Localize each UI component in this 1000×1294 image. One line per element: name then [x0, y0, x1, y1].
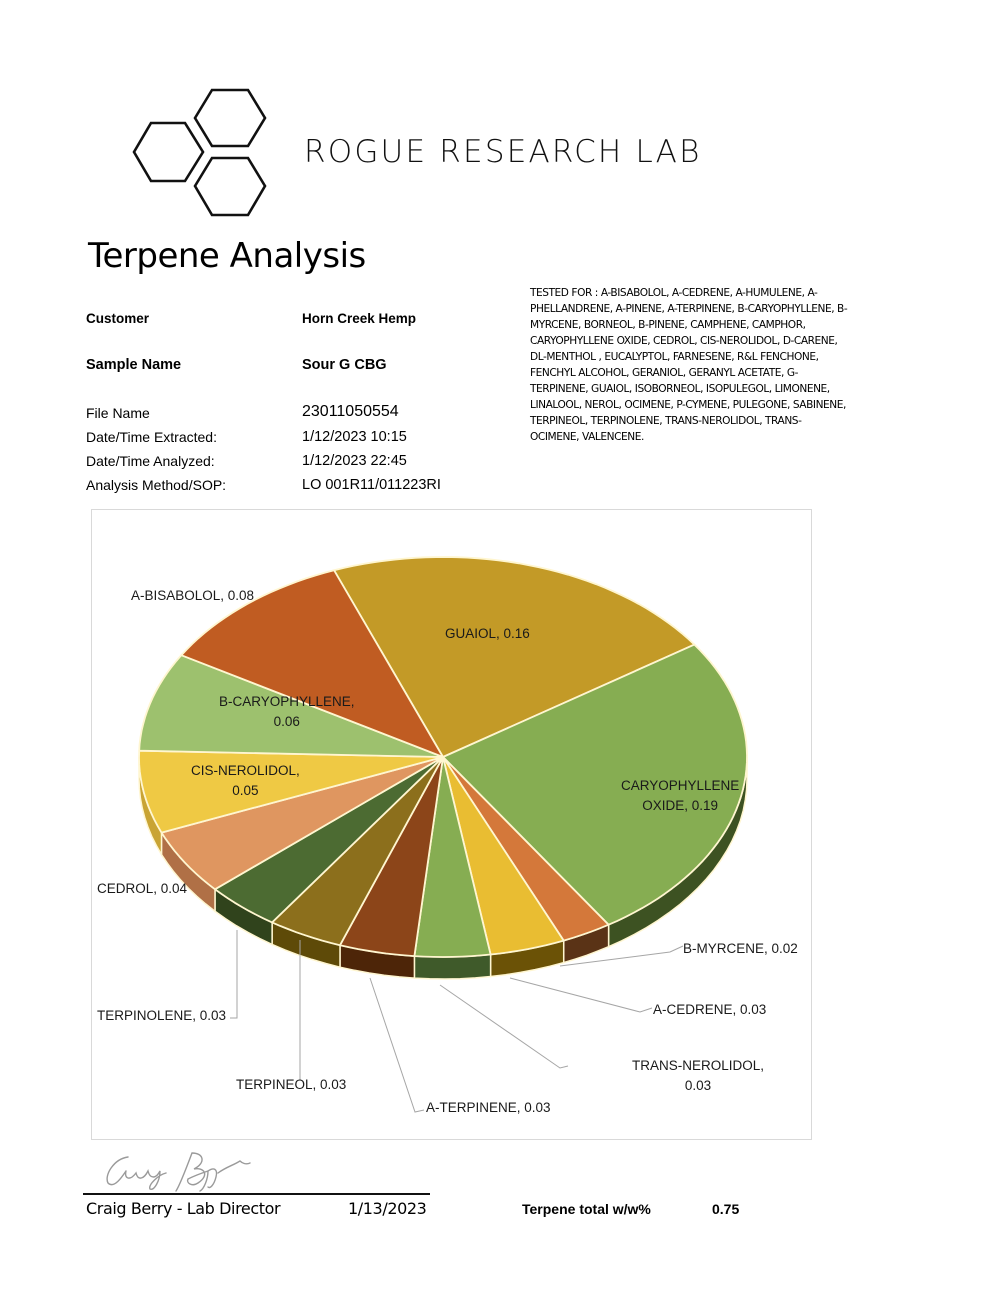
- customer-value: Horn Creek Hemp: [302, 311, 417, 326]
- page-title: Terpene Analysis: [88, 236, 366, 276]
- analyzed-value: 1/12/2023 22:45: [302, 453, 407, 469]
- method-value: LO 001R11/011223RI: [302, 477, 441, 493]
- data-label: B-CARYOPHYLLENE, 0.06: [219, 694, 355, 729]
- data-label: GUAIOL, 0.16: [445, 626, 530, 641]
- leader-line: [230, 930, 237, 1018]
- data-label: CIS-NEROLIDOL, 0.05: [191, 763, 300, 798]
- data-label: A-CEDRENE, 0.03: [653, 1002, 767, 1017]
- tested-for-list: TESTED FOR : A-BISABOLOL, A-CEDRENE, A-HUMULENE, A-PHELLANDRENE, A-PINENE, A-TERPINENE, B-CARYOPHYLLENE, B-MYRCENE, BORNEOL, B-PINENE, CAMPHENE, CAMPHOR, CARYOPHYLLENE OXIDE, CEDROL, CIS-NEROLIDOL, D-CARENE, DL-MENTHOL , EUCALYPTOL, FARNESENE, R&L FENCHONE, FENCHYL ALCOHOL, GERANIOL, GERANYL ACETATE, G-TERPINENE, GUAIOL, ISOBORNEOL, ISOPULEGOL, LIMONENE, LINALOOL, NEROL, OCIMENE, P-CYMENE, PULEGONE, SABINENE, TERPINEOL, TERPINOLENE, TRANS-NEROLIDOL, TRANS-OCIMENE, VALENCENE.: [530, 287, 848, 443]
- terpene-total-label: Terpene total w/w%: [522, 1201, 651, 1217]
- extracted-value: 1/12/2023 10:15: [302, 429, 407, 445]
- leader-line: [440, 985, 568, 1068]
- data-label: CEDROL, 0.04: [97, 881, 188, 896]
- pie-slice-side: [414, 955, 490, 980]
- data-label: TERPINOLENE, 0.03: [97, 1008, 227, 1023]
- lab-name: ROGUE RESEARCH LAB: [304, 134, 702, 170]
- signature-line: [83, 1193, 430, 1195]
- data-label: TRANS-NEROLIDOL, 0.03: [632, 1058, 765, 1093]
- leader-line: [510, 978, 652, 1012]
- file-value: 23011050554: [302, 403, 399, 420]
- data-label: B-MYRCENE, 0.02: [683, 941, 798, 956]
- method-label: Analysis Method/SOP:: [86, 477, 227, 493]
- extracted-label: Date/Time Extracted:: [86, 429, 217, 445]
- signer-name: Craig Berry - Lab Director: [86, 1199, 281, 1218]
- leader-line: [370, 978, 424, 1112]
- data-label: A-BISABOLOL, 0.08: [131, 588, 255, 603]
- data-label: TERPINEOL, 0.03: [236, 1077, 347, 1092]
- sign-date: 1/13/2023: [348, 1199, 427, 1218]
- sample-label: Sample Name: [86, 357, 182, 373]
- data-label: A-TERPINENE, 0.03: [426, 1100, 551, 1115]
- analyzed-label: Date/Time Analyzed:: [86, 453, 215, 469]
- customer-label: Customer: [86, 311, 150, 326]
- data-label: CARYOPHYLLENE OXIDE, 0.19: [621, 778, 740, 813]
- sample-value: Sour G CBG: [302, 357, 387, 373]
- terpene-total-value: 0.75: [712, 1201, 740, 1217]
- signature: [100, 1145, 300, 1193]
- file-label: File Name: [86, 405, 150, 421]
